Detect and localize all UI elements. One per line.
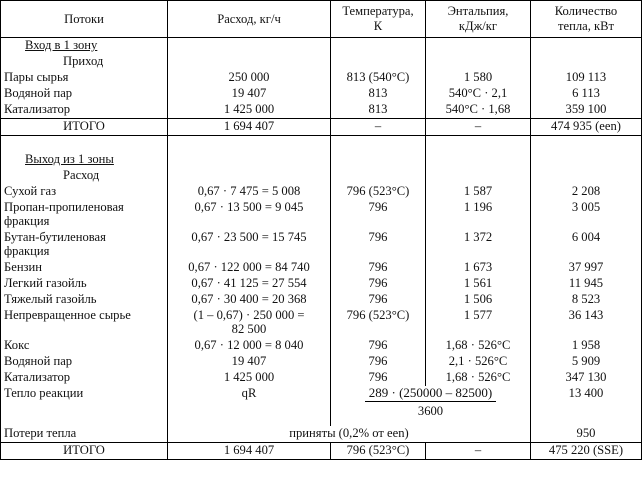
section-title-row xyxy=(1,152,642,168)
inlet-title: Вход в 1 зону xyxy=(25,38,98,52)
section-title-row xyxy=(1,38,642,55)
table-row: Тяжелый газойль 0,67 · 30 400 = 20 368 796 1 506 8 523 xyxy=(1,292,642,308)
outlet-subtitle: Расход xyxy=(1,168,168,184)
table-row: Легкий газойль 0,67 · 41 125 = 27 554 796 1 561 11 945 xyxy=(1,276,642,292)
reaction-heat-row: Тепло реакции qR 289 · (250000 – 82500) 3600 13 400 xyxy=(1,386,642,426)
table-row: Кокс 0,67 · 12 000 = 8 040 796 1,68 · 526°С 1 958 xyxy=(1,338,642,354)
heat-losses-row: Потери тепла приняты (0,2% от een) 950 xyxy=(1,426,642,443)
table-row: Пропан-пропиленовая фракция 0,67 · 13 500 = 9 045 796 1 196 3 005 xyxy=(1,200,642,230)
table-row: Водяной пар 19 407 796 2,1 · 526°С 5 909 xyxy=(1,354,642,370)
header-enthalpy: Энтальпия, кДж/кг xyxy=(426,1,531,38)
table-row: Пары сырья 250 000 813 (540°С) 1 580 109 113 xyxy=(1,70,642,86)
table-row: Бензин 0,67 · 122 000 = 84 740 796 1 673 37 997 xyxy=(1,260,642,276)
table-row: Непревращенное сырье (1 – 0,67) · 250 000 = 82 500 796 (523°С) 1 577 36 143 xyxy=(1,308,642,338)
table-row: Сухой газ 0,67 · 7 475 = 5 008 796 (523°С) 1 587 2 208 xyxy=(1,184,642,200)
spacer-row xyxy=(1,136,642,153)
table-row: Водяной пар 19 407 813 540°С · 2,1 6 113 xyxy=(1,86,642,102)
formula-numerator: 289 · (250000 – 82500) xyxy=(365,386,497,402)
inlet-total-row: ИТОГО 1 694 407 – – 474 935 (een) xyxy=(1,119,642,136)
section-subtitle-row xyxy=(1,54,642,70)
table-row: Катализатор 1 425 000 796 1,68 · 526°С 347 130 xyxy=(1,370,642,386)
formula-denominator: 3600 xyxy=(417,404,444,418)
header-flow: Расход, кг/ч xyxy=(168,1,331,38)
table-header-row xyxy=(1,1,642,38)
section-subtitle-row xyxy=(1,168,642,184)
header-heat: Количество тепла, кВт xyxy=(531,1,642,38)
header-temperature: Температура, К xyxy=(331,1,426,38)
reaction-formula xyxy=(331,386,531,426)
table-row: Катализатор 1 425 000 813 540°С · 1,68 359 100 xyxy=(1,102,642,119)
inlet-subtitle: Приход xyxy=(1,54,168,70)
table-row: Бутан-бутиленовая фракция 0,67 · 23 500 = 15 745 796 1 372 6 004 xyxy=(1,230,642,260)
outlet-total-row: ИТОГО 1 694 407 796 (523°С) – 475 220 (SSE) xyxy=(1,443,642,460)
header-streams: Потоки xyxy=(1,1,168,38)
outlet-title: Выход из 1 зоны xyxy=(25,152,114,166)
